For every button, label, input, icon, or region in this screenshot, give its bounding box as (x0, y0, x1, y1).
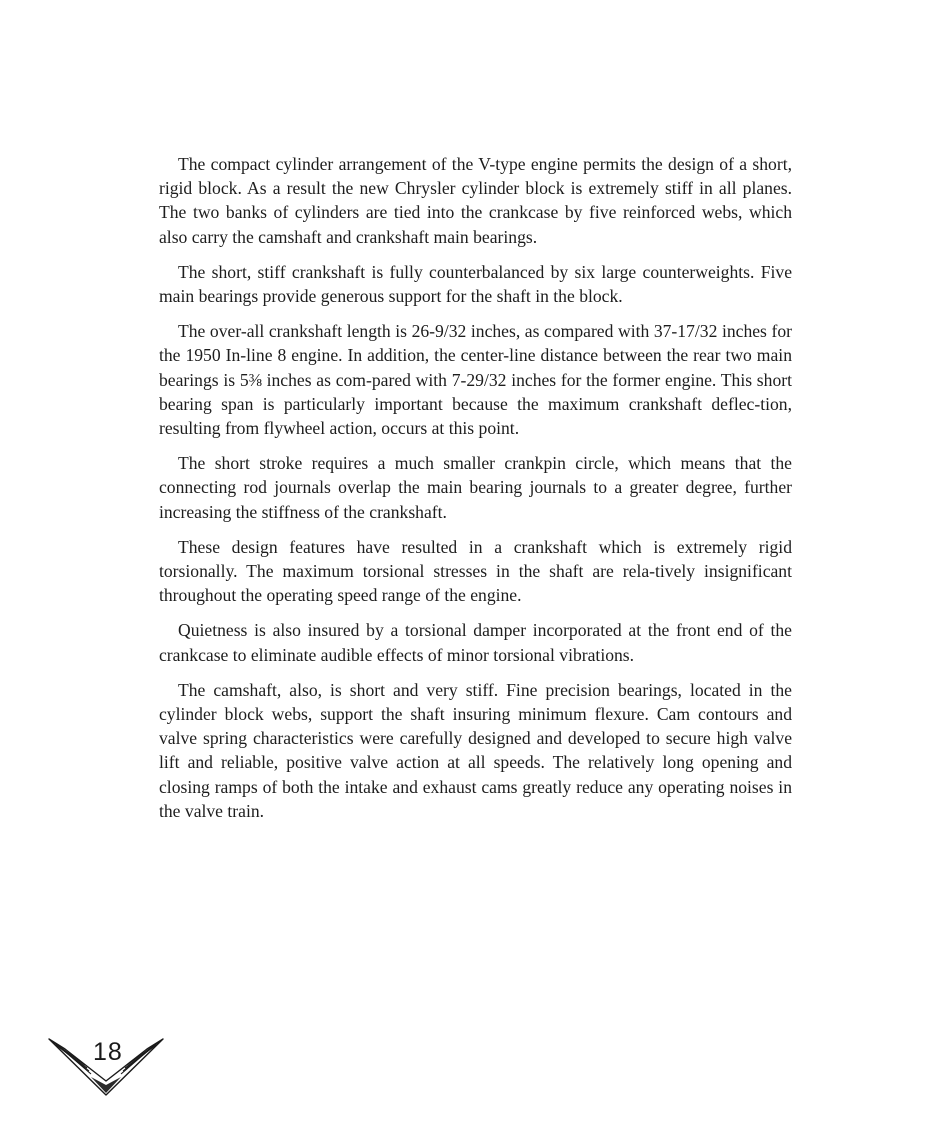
paragraph-crankshaft-counterweights: The short, stiff crankshaft is fully counterbalanced by six large counterweights. Five main bearings provide generous support for the shaft in the block. (159, 261, 792, 307)
paragraph-torsional-damper: Quietness is also insured by a torsional damper incorporated at the front end of the crankcase to eliminate audible effects of minor torsional vibrations. (159, 620, 792, 665)
paragraph-crankshaft-length: The over-all crankshaft length is 26-9/32 inches, as compared with 37-17/32 inches for the 1950 In-line 8 engine. In addition, the center-line distance between the rear two main bearings is 5⅜ inches as com-pared with 7-29/32 inches for the former engine. This short bearing span is particularly important because the maximum crankshaft deflec-tion, resulting from flywheel action, occurs at this point. (159, 321, 792, 439)
paragraph-camshaft: The camshaft, also, is short and very stiff. Fine precision bearings, located in the cylinder block webs, support the shaft insuring minimum flexure. Cam contours and valve spring characteristics were carefully designed and developed to secure high valve lift and reliable, positive valve action at all speeds. The relatively long opening and closing ramps of both the intake and exhaust cams greatly reduce any operating noises in the valve train. (159, 679, 792, 821)
paragraph-block-design: The compact cylinder arrangement of the V-type engine permits the design of a short, rigid block. As a result the new Chrysler cylinder block is extremely stiff in all planes. The two banks of cylinders are tied into the crankcase by five reinforced webs, which also carry the camshaft and crankshaft main bearings. (159, 154, 792, 247)
body-text (159, 152, 792, 834)
paragraph-torsional-rigidity: These design features have resulted in a crankshaft which is extremely rigid torsionally. The maximum torsional stresses in the shaft are rela-tively insignificant throughout the operating speed range of the engine. (159, 536, 792, 606)
paragraph-short-stroke: The short stroke requires a much smaller crankpin circle, which means that the connecting rod journals overlap the main bearing journals to a greater degree, further increasing the stiffness of the crankshaft. (159, 453, 792, 522)
page-number: 18 (93, 1038, 123, 1066)
